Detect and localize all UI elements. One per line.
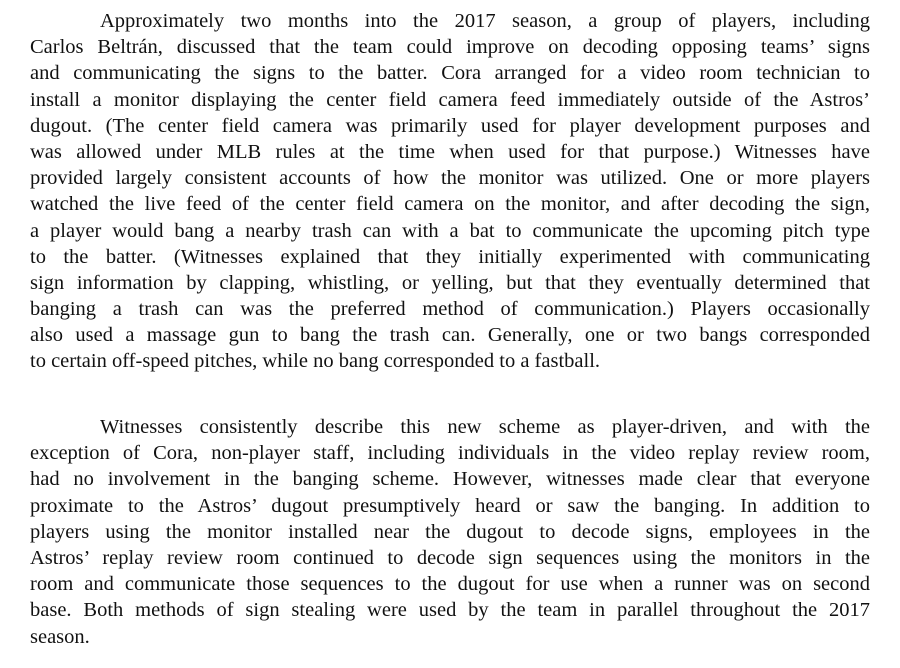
paragraph-1-line-10: to the batter. (Witnesses explained that they initially experimented with communicating [30,245,870,268]
paragraph-2-line-6: Astros’ replay review room continued to decode sign sequences using the monitors in the [30,546,870,569]
paragraph-1-line-14: to certain off-speed pitches, while no bang corresponded to a fastball. [30,350,601,373]
paragraph-2-line-7: room and communicate those sequences to the dugout for use when a runner was on second [30,573,870,596]
paragraph-1-line-13: also used a massage gun to bang the trash can. Generally, one or two bangs corresponded [30,324,870,347]
paragraph-1 [30,8,870,375]
paragraph-2-line-5: players using the monitor installed near the dugout to decode signs, employees in the [30,520,870,543]
paragraph-1-line-5: dugout. (The center field camera was primarily used for player development purposes and [30,114,870,137]
paragraph-1-line-4: install a monitor displaying the center field camera feed immediately outside of the Astros’ [30,88,870,111]
paragraph-1-line-12: banging a trash can was the preferred method of communication.) Players occasionally [30,298,870,321]
paragraph-2-line-8: base. Both methods of sign stealing were used by the team in parallel throughout the 2017 [30,599,870,622]
paragraph-1-line-7: provided largely consistent accounts of how the monitor was utilized. One or more players [30,167,870,190]
paragraph-2-line-4: proximate to the Astros’ dugout presumptively heard or saw the banging. In addition to [30,494,870,517]
paragraph-1-line-9: a player would bang a nearby trash can with a bat to communicate the upcoming pitch type [30,219,870,242]
paragraph-2-line-9: season. [30,625,90,648]
paragraph-2 [30,414,870,650]
paragraph-1-line-1: Approximately two months into the 2017 season, a group of players, including [100,10,870,32]
paragraph-2-line-3: had no involvement in the banging scheme. However, witnesses made clear that everyone [30,468,870,491]
paragraph-1-line-6: was allowed under MLB rules at the time when used for that purpose.) Witnesses have [30,140,870,163]
paragraph-2-line-2: exception of Cora, non-player staff, including individuals in the video replay review room, [30,442,870,465]
paragraph-1-line-3: and communicating the signs to the batter. Cora arranged for a video room technician to [30,62,870,85]
paragraph-1-line-2: Carlos Beltrán, discussed that the team could improve on decoding opposing teams’ signs [30,36,870,59]
paragraph-2-line-1: Witnesses consistently describe this new scheme as player-driven, and with the [100,416,870,438]
paragraph-1-line-11: sign information by clapping, whistling, or yelling, but that they eventually determined that [30,271,870,294]
paragraph-1-line-8: watched the live feed of the center field camera on the monitor, and after decoding the sign, [30,193,870,216]
